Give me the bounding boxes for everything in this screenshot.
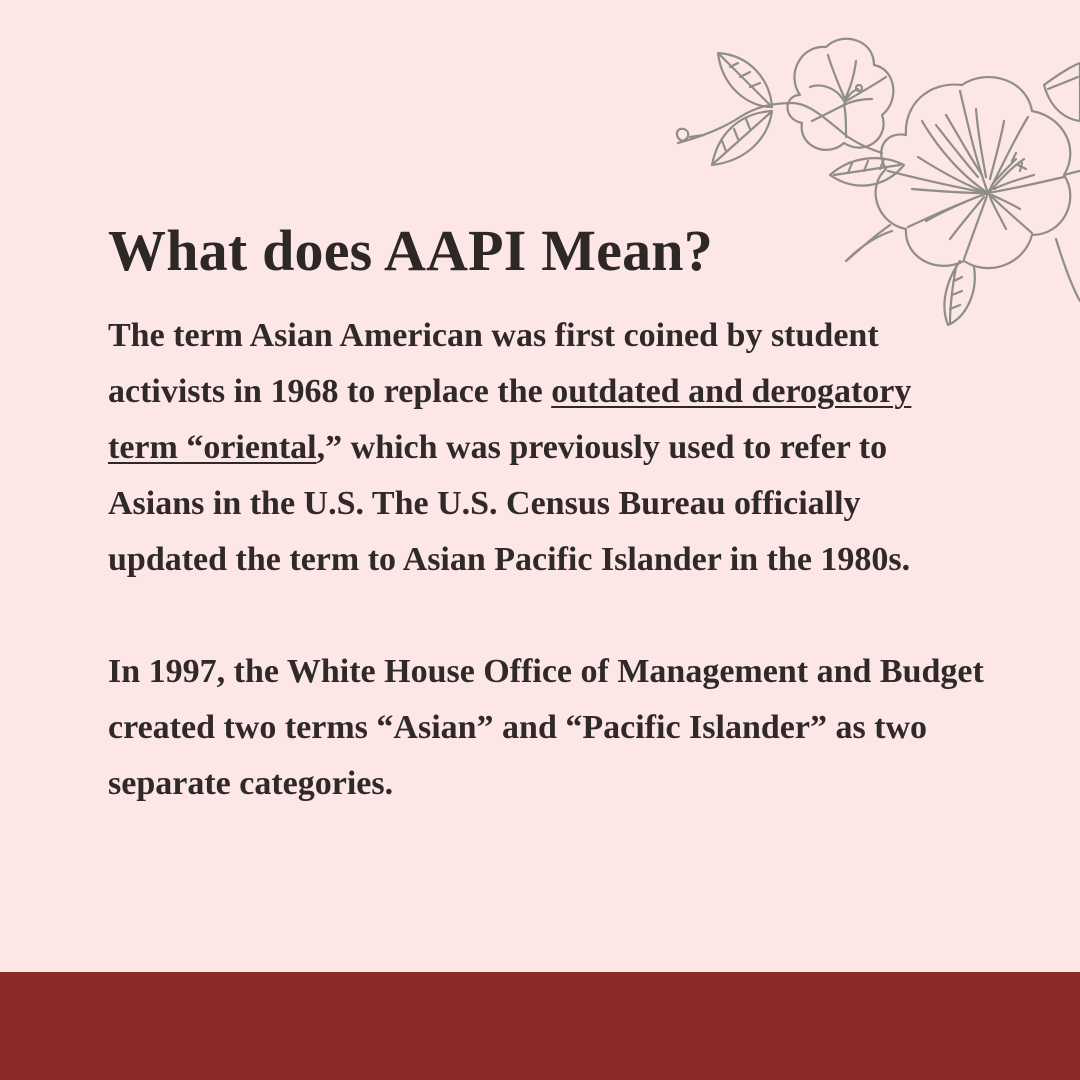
paragraph-text: The term Asian American was first coined by student activists in 1968 to replace the (108, 317, 879, 410)
oriental-term-link[interactable]: outdated and derogatory term “oriental (108, 373, 912, 466)
paragraph-text: ,” which was previously used to refer to Asians in the U.S. The U.S. Census Bureau officially updated the term to Asian Pacific Islander in the 1980s. (108, 429, 911, 578)
footer-color-band (0, 972, 1080, 1080)
main-content (108, 218, 988, 812)
paragraph-1997-categories: In 1997, the White House Office of Management and Budget created two terms “Asian” and “Pacific Islander” as two separate categories. (108, 653, 984, 802)
page-title: What does AAPI Mean? (108, 218, 713, 283)
paragraph-term-history (108, 308, 988, 588)
